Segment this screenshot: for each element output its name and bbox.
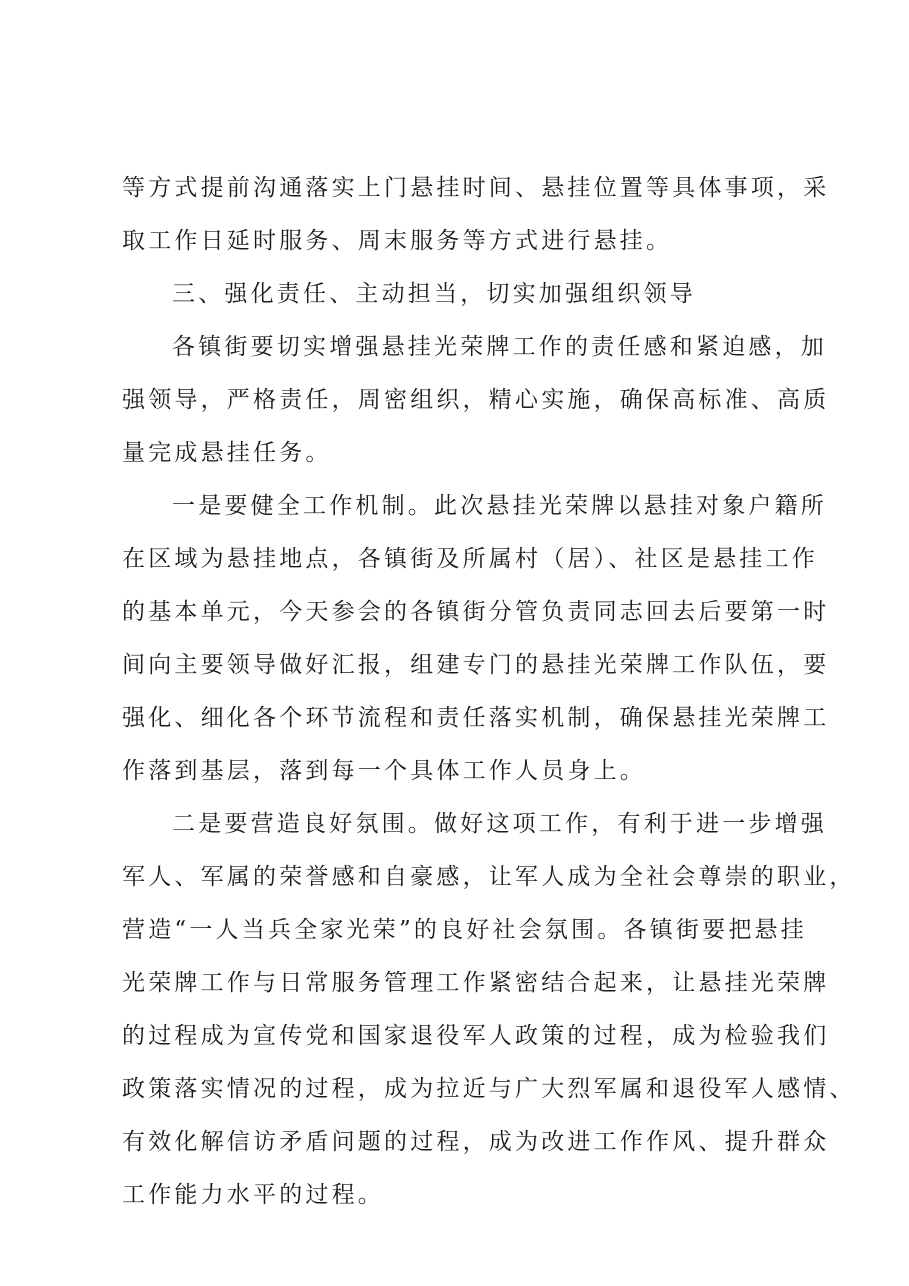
- text-line: 量完成悬挂任务。: [122, 440, 332, 466]
- text-line: 政策落实情况的过程，成为拉近与广大烈军属和退役军人感情、: [122, 1076, 856, 1102]
- text-line: 光荣牌工作与日常服务管理工作紧密结合起来，让悬挂光荣牌: [122, 970, 830, 996]
- text-line: 作落到基层，落到每一个具体工作人员身上。: [122, 758, 646, 784]
- text-line: 军人、军属的荣誉感和自豪感，让军人成为全社会尊崇的职业，: [122, 864, 856, 890]
- text-line: 营造“一人当兵全家光荣”的良好社会氛围。各镇街要把悬挂: [122, 917, 807, 943]
- text-line: 一是要健全工作机制。此次悬挂光荣牌以悬挂对象户籍所: [172, 493, 827, 519]
- text-line: 的过程成为宣传党和国家退役军人政策的过程，成为检验我们: [122, 1023, 830, 1049]
- text-line: 在区域为悬挂地点，各镇街及所属村（居）、社区是悬挂工作: [122, 546, 818, 572]
- text-line: 的基本单元，今天参会的各镇街分管负责同志回去后要第一时: [122, 599, 830, 625]
- text-line: 三、强化责任、主动担当，切实加强组织领导: [172, 281, 696, 307]
- text-line: 等方式提前沟通落实上门悬挂时间、悬挂位置等具体事项，采: [122, 175, 830, 201]
- text-line: 各镇街要切实增强悬挂光荣牌工作的责任感和紧迫感，加: [172, 334, 827, 360]
- text-line: 取工作日延时服务、周末服务等方式进行悬挂。: [122, 228, 673, 254]
- text-line: 强领导，严格责任，周密组织，精心实施，确保高标准、高质: [122, 387, 830, 413]
- text-line: 二是要营造良好氛围。做好这项工作，有利于进一步增强: [172, 811, 827, 837]
- text-line: 强化、细化各个环节流程和责任落实机制，确保悬挂光荣牌工: [122, 705, 830, 731]
- text-line: 工作能力水平的过程。: [122, 1182, 384, 1208]
- body-text: [122, 162, 856, 1222]
- text-line: 有效化解信访矛盾问题的过程，成为改进工作作风、提升群众: [122, 1129, 830, 1155]
- text-line: 间向主要领导做好汇报，组建专门的悬挂光荣牌工作队伍，要: [122, 652, 830, 678]
